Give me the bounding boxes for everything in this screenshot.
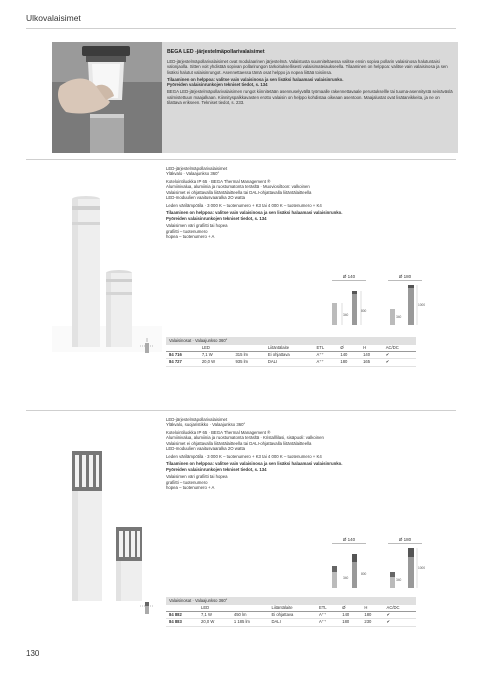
product-2-description xyxy=(166,417,456,493)
intro-panel xyxy=(162,42,458,153)
intro-body xyxy=(167,59,453,107)
table-cell: 20,0 W xyxy=(198,619,231,626)
table-cell: 7,1 W xyxy=(199,352,233,359)
dimension-value: 800 xyxy=(361,309,367,313)
column-header: Ø xyxy=(339,605,361,612)
product-1-order-note: Tilaaminen on helppoa: valitse vain valaisinosa ja sen lisäksi halaamasi valaisinrunko. xyxy=(166,210,343,216)
section-divider xyxy=(26,159,456,160)
product-1-subtype: Yläkvalo · Valaajunkso 360° xyxy=(166,171,220,177)
dimension-label: Ø 140 xyxy=(332,274,366,281)
bollard-luminaires-image xyxy=(52,166,162,352)
column-header xyxy=(231,605,269,612)
intro-photo xyxy=(52,42,162,153)
table-cell: 180 xyxy=(339,619,361,626)
product-2-spec-table xyxy=(166,597,416,627)
column-header: Ø xyxy=(337,345,360,352)
intro-paragraph: LED-järjestelmäpollarivalaisimet ovat modulaarinen järjestelmä. Valaistusta suunniteltaessa valitse ensin sopiva pollarin valaisinosa halutuntaisi valonjaolla. Sitten voit yhdistää sopivan pollarirungon tarkoituksellisesti valaisimateiaukseella. Tilaaminen on helppoa: valitse vain valaisinosa ja sen lisäksi halutut valaisinrungot. Asennettaessa tämä osat helppo ja nopea liittää toisiinsa. xyxy=(167,59,448,75)
table-row xyxy=(166,359,416,366)
product-2-protection: Kotelointiluokka IP 65 · BEGA Thermal Management ® xyxy=(166,430,271,435)
column-header: LED xyxy=(199,345,233,352)
table-cell: 450 lm xyxy=(231,612,269,619)
table-cell: DALI xyxy=(268,619,316,626)
product-2-materials: Alumiinivalua, alumiinia ja ruostumatonta teräsltä · Kristalllilasi, sisäpuoli: valkoinen xyxy=(166,435,324,441)
item-number: 84 882 xyxy=(166,612,198,619)
product-1-spec-table xyxy=(166,337,416,367)
bollard-luminaires-image xyxy=(52,417,162,603)
product-1-description xyxy=(166,166,456,242)
spec-table-header: Valaisinosat · Valaajunkso 360° xyxy=(166,597,416,605)
table-cell: 935 lm xyxy=(232,359,264,366)
dimension-drawing-image xyxy=(330,546,428,592)
dimension-value: 340 xyxy=(343,576,349,580)
product-2-order-note: Tilaaminen on helppoa: valitse vain valaisinosa ja sen lisäksi halaamasi valaisinrunko. xyxy=(166,461,343,467)
dimension-value: 340 xyxy=(396,315,402,319)
table-cell: 165 xyxy=(360,359,383,366)
dimension-drawing-image xyxy=(330,283,428,329)
product-1-color-temp: Leden värilämpötila · 3 000 K – tuotenumero + K3 tai 4 000 K – tuotenumero + K4 xyxy=(166,202,322,208)
product-2-color-silver: hopea – tuotenumero + A xyxy=(166,485,215,491)
intro-title: BEGA LED -järjestelmäpollarivalaisimet xyxy=(167,49,265,55)
product-1-materials: Alumiinivalua, alumiinia ja ruostumatonta teräsltä · Muoviosiltoon: valkoinen xyxy=(166,184,310,190)
column-header: Liitäntälaite xyxy=(265,345,314,352)
section-divider xyxy=(26,410,456,411)
check-icon: ✔ xyxy=(383,359,416,366)
table-cell: 7,1 W xyxy=(198,612,231,619)
column-header xyxy=(232,345,264,352)
dimension-label: Ø 140 xyxy=(332,537,366,544)
table-cell: 140 xyxy=(360,352,383,359)
product-2-control: Valaisimet ei ohjattavalla liitäntälaitteella tai DALI-ohjattavalla liitäntälaitteella xyxy=(166,440,312,446)
column-header: ETL xyxy=(316,605,339,612)
dimension-label: Ø 180 xyxy=(388,274,422,281)
table-cell: 180 xyxy=(361,612,383,619)
product-1-dimension-drawing xyxy=(330,283,428,329)
table-cell: A⁺⁺ xyxy=(316,619,339,626)
column-header: H xyxy=(361,605,383,612)
column-header xyxy=(166,345,199,352)
item-number: 84 883 xyxy=(166,619,198,626)
intro-order-note: Tilaaminen on helppoa: valitse vain valaisinosa ja sen lisäksi halaamasi valaisinrunko. xyxy=(167,76,344,82)
page-number: 130 xyxy=(26,649,40,658)
product-2-type: LED-järjestelmäpollarivalaisimet xyxy=(166,417,228,422)
table-cell: A⁺⁺ xyxy=(314,359,338,366)
product-2-subtype: Yläkvalo, suojaristikko · Valaajunkso 360° xyxy=(166,422,246,428)
column-header: AC/DC xyxy=(383,345,416,352)
product-1-type: LED-järjestelmäpollarivalaisimet xyxy=(166,166,228,171)
table-cell: 230 xyxy=(361,619,383,626)
product-1-reference: Pyöreiden valaisinrunkojen tekniset tiedot, s. 134 xyxy=(166,215,267,221)
product-2-color: Valaisimen väri grafiitti tai hopea xyxy=(166,474,228,480)
dimension-value: 1000 xyxy=(418,566,426,570)
dimension-value: 1000 xyxy=(418,303,426,307)
check-icon: ✔ xyxy=(383,352,416,359)
product-1-color-graphite: grafiitti – tuotenumero xyxy=(166,228,208,234)
intro-reference-note: Pyöreiden valaisinrunkojen tekniset tiedot, s. 134 xyxy=(167,82,268,88)
check-icon: ✔ xyxy=(384,619,416,626)
light-distribution-icon xyxy=(138,336,156,356)
light-distribution-icon xyxy=(138,596,156,618)
product-2-color-graphite: grafiitti – tuotenumero xyxy=(166,479,208,485)
product-2-reference: Pyöreiden valaisinrunkojen tekniset tiedot, s. 134 xyxy=(166,466,267,472)
product-1-led-info: LED-moduulien vaaitusvaaralka 2O watta xyxy=(166,195,246,201)
page-title: Ulkovalaisimet xyxy=(26,13,81,23)
table-row xyxy=(166,352,416,359)
check-icon: ✔ xyxy=(384,612,416,619)
dimension-value: 800 xyxy=(361,572,367,576)
table-cell: DALI xyxy=(265,359,314,366)
column-header: ETL xyxy=(314,345,338,352)
intro-paragraph-2: BEGA LED-järjestelmäpollarivalaisimen rungot kiinnitetään asennuselyvällä työmaalle rakennettavaale perustuksellle tai tuuma-asennitystä seinäväslä valmistettuun maajalkaan. Kiinnityspalkkavasten erotto valaisin on helppo kohdistaa oikeaan asentoon. Maajalustat ovat lisätarvikkeita, ja ne on tilattava erikseen. Tekniset tiedot, s. 233. xyxy=(167,89,453,106)
table-row xyxy=(166,612,416,619)
spec-table-header: Valaisinosat · Valaajunkso 360° xyxy=(166,337,416,345)
product-2-photo xyxy=(52,417,162,603)
table-cell: 180 xyxy=(337,359,360,366)
table-cell: A⁺⁺ xyxy=(316,612,339,619)
header-divider xyxy=(26,28,456,29)
product-1-protection: Kotelointiluokka IP 65 · BEGA Thermal Management ® xyxy=(166,179,271,184)
product-2-led-info: LED-moduulien vaaitusvaaralka 2O watta xyxy=(166,446,246,452)
product-1-photo xyxy=(52,166,162,352)
product-1-color: Valaisimen väri grafiitti tai hopea xyxy=(166,223,228,229)
dimension-value: 340 xyxy=(343,313,349,317)
table-cell: 140 xyxy=(337,352,360,359)
table-row xyxy=(166,619,416,626)
table-cell: 20,0 W xyxy=(199,359,233,366)
item-number: 84 727 xyxy=(166,359,199,366)
column-header xyxy=(166,605,198,612)
table-header-row xyxy=(166,345,416,352)
product-2-dimension-drawing xyxy=(330,546,428,592)
product-1-color-silver: hopea – tuotenumero + A xyxy=(166,234,215,240)
table-cell: Ei ohjattava xyxy=(265,352,314,359)
table-cell: 315 lm xyxy=(232,352,264,359)
item-number: 84 716 xyxy=(166,352,199,359)
column-header: AC/DC xyxy=(384,605,416,612)
dimension-label: Ø 180 xyxy=(388,537,422,544)
table-cell: Ei ohjattava xyxy=(268,612,316,619)
column-header: H xyxy=(360,345,383,352)
dimension-value: 340 xyxy=(396,578,402,582)
table-cell: 140 xyxy=(339,612,361,619)
table-cell: A⁺⁺ xyxy=(314,352,338,359)
column-header: LED xyxy=(198,605,231,612)
hand-assembling-luminaire-image xyxy=(52,42,162,153)
product-1-control: Valaisimet ei ohjattavalla liitäntälaitteella tai DALI-ohjattavalla liitäntälaitteella xyxy=(166,189,312,195)
product-2-color-temp: Leden värilämpötila · 3 000 K – tuotenumero + K3 tai 4 000 K – tuotenumero + K4 xyxy=(166,453,322,459)
table-header-row xyxy=(166,605,416,612)
column-header: Liitäntälaite xyxy=(268,605,316,612)
table-cell: 1 185 lm xyxy=(231,619,269,626)
